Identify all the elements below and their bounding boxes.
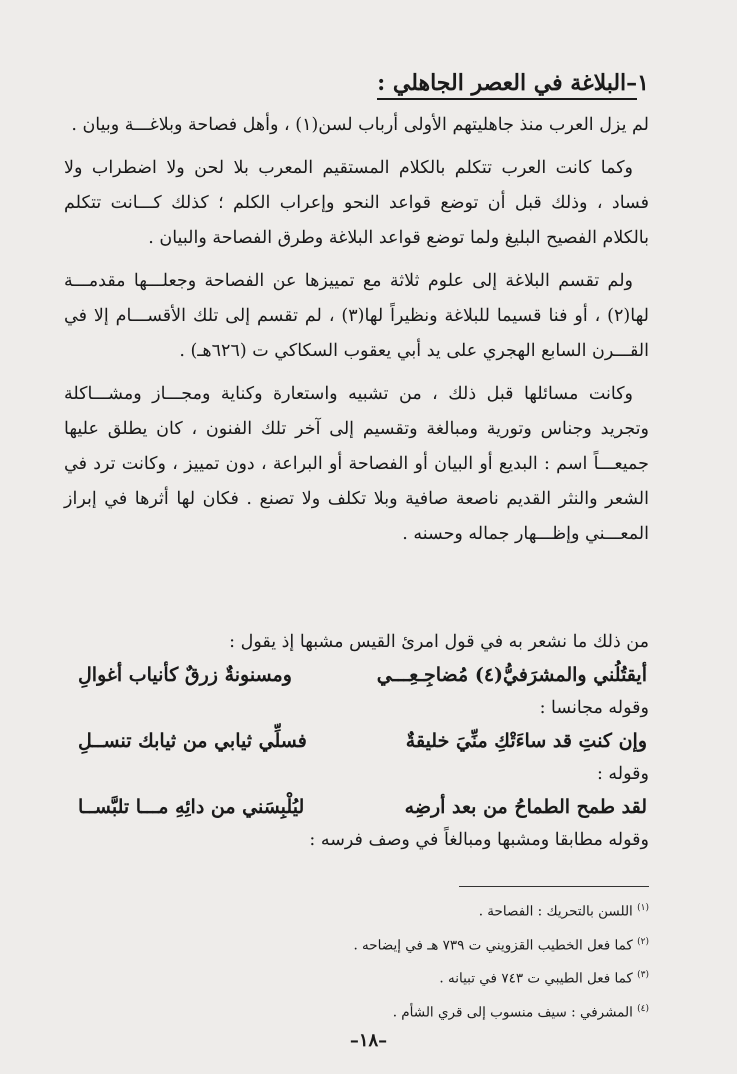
heading-text: –البلاغة في العصر الجاهلي : (377, 70, 637, 100)
footnote-number: (٣) (637, 970, 649, 980)
footnote-text: كما فعل الخطيب القزويني ت ٧٣٩ هـ في إيضاحه . (353, 937, 633, 953)
poem-block (64, 626, 649, 856)
footnote (64, 927, 649, 961)
footnote-divider (459, 886, 649, 887)
verse-first-hemistich: وإن كنتِ قد ساءَتْكِ منِّيَ خليقةٌ (405, 730, 647, 752)
poem-intro: من ذلك ما نشعر به في قول امرئ القيس مشبها إذ يقول : (229, 632, 649, 652)
paragraph: وكانت مسائلها قبل ذلك ، من تشبيه واستعارة وكناية ومجـــاز ومشـــاكلة وتجريد وجناس وتورية ومبالغة وتقسيم إلى آخر تلك الفنون ، كان يطلق عليها جميعـــاً اسم : البديع أو البيان أو الفصاحة أو البراعة ، دون تمييز ، وكانت ترد في الشعر والنثر القديم ناصعة صافية وبلا تكلف ولا تصنع . فكان لها أثرها في إبراز المعـــني وإظـــهار جماله وحسنه . (64, 384, 649, 544)
verse-second-hemistich: ليُلْبِسَني من دائِهِ مـــا تلبَّســا (78, 796, 305, 818)
footnotes (64, 893, 649, 1027)
verse-second-hemistich: فسلِّي ثيابي من ثيابك تنســلِ (78, 730, 307, 752)
footnote-number: (١) (637, 903, 649, 913)
footnote-number: (٢) (637, 936, 649, 947)
body-text (64, 108, 649, 560)
verse-line (64, 790, 649, 824)
footnote-number: (٤) (637, 1003, 649, 1014)
verse-line (64, 658, 649, 692)
paragraph: لم يزل العرب منذ جاهليتهم الأولى أرباب لسن(١) ، وأهل فصاحة وبلاغـــة وبيان . (71, 115, 649, 135)
verse-first-hemistich: أيقتُلُني والمشرَفيُّ(٤) مُضاجِـعِـــي (376, 664, 647, 686)
footnote-text: كما فعل الطيبي ت ٧٤٣ في تبيانه . (439, 970, 633, 987)
paragraph: وكما كانت العرب تتكلم بالكلام المستقيم المعرب بلا لحن ولا اضطراب ولا فساد ، وذلك قبل أن توضع قواعد النحو وإعراب الكلم ؛ كذلك كـــانت تتكلم بالكلام الفصيح البليغ ولما توضع قواعد البلاغة وطرق الفصاحة والبيان . (64, 158, 649, 248)
footnote (64, 960, 649, 994)
verse-label: وقوله مجانسا : (539, 698, 649, 718)
page-number: –١٨– (349, 1030, 388, 1051)
footnote-text: المشرفي : سيف منسوب إلى قري الشأم . (392, 1004, 633, 1020)
paragraph: ولم تقسم البلاغة إلى علوم ثلاثة مع تمييزها عن الفصاحة وجعلـــها مقدمـــة لها(٢) ، أو فنا قسيما للبلاغة ونظيراً لها(٣) ، لم تقسم إلى تلك الأقســـام إلا في القـــرن السابع الهجري على يد أبي يعقوب السكاكي ت (٦٢٦هـ) . (64, 271, 649, 361)
verse-first-hemistich: لقد طمح الطماحُ من بعد أرضِه (404, 796, 647, 818)
verse-second-hemistich: ومسنونةٌ زرقٌ كأنياب أغوالِ (78, 664, 292, 686)
verse-label: وقوله مطابقا ومشبها ومبالغاً في وصف فرسه : (309, 830, 649, 850)
footnote (64, 994, 649, 1028)
footnote-text: اللسن بالتحريك : الفصاحة . (478, 903, 633, 920)
verse-label: وقوله : (596, 764, 649, 784)
section-heading (377, 70, 649, 96)
heading-number: ١ (637, 70, 649, 96)
footnote (64, 893, 649, 927)
verse-line (64, 724, 649, 758)
